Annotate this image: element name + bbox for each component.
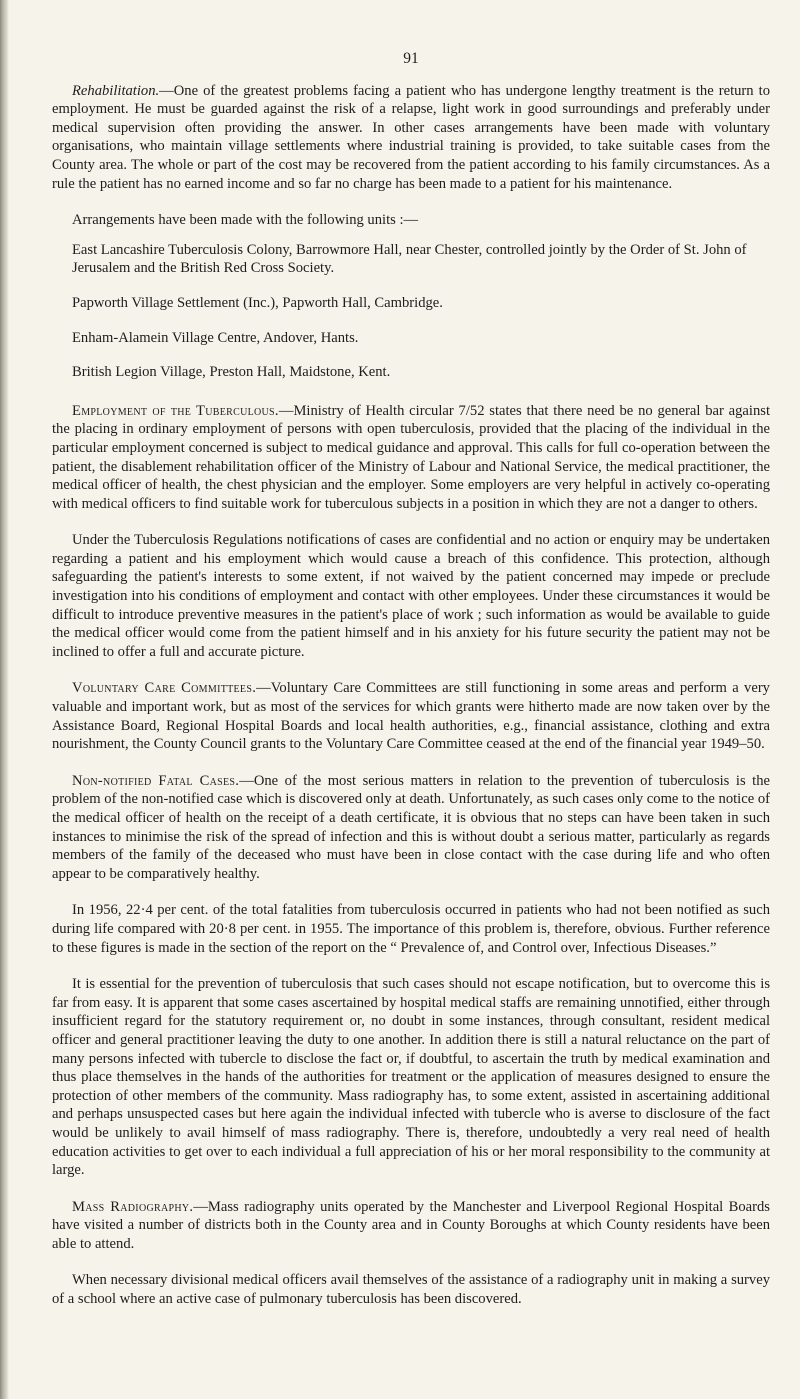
statistics-paragraph: In 1956, 22·4 per cent. of the total fatalities from tuberculosis occurred in patients who had not been notified as such during life compared with 20·8 per cent. in 1955. The importance of this problem is, therefore, obvious. Further reference to these figures is made in the section of the report on the “ Prevalence of, and Control over, Infectious Diseases.” xyxy=(52,902,770,956)
employment-body: —Ministry of Health circular 7/52 states that there need be no general bar against the placing in ordinary employment of persons with open tuberculosis, provided that the placing of the individual in the particular employment concerned is subject to medical guidance and approval. This calls for full co-operation between the patient, the disablement rehabilitation officer of the Ministry of Labour and National Service, the medical practitioner, the medical officer of health, the chest physician and the employer. Some employers are very helpful in actively co-operating with medical officers to find suitable work for tuberculous subjects in a position in which they are not a danger to others. xyxy=(52,402,770,512)
voluntary-body: —Voluntary Care Committees are still functioning in some areas and perform a very valuable and important work, but as most of the services for which grants were hitherto made are now taken over by the Assistance Board, Regional Hospital Boards and local health authorities, e.g., financial assistance, clothing and extra nourishment, the County Council grants to the Voluntary Care Committee ceased at the end of the financial year 1949–50. xyxy=(52,680,770,753)
page-binding-edge xyxy=(0,0,9,1399)
page-number: 91 xyxy=(403,50,419,67)
rehabilitation-body: —One of the greatest problems facing a patient who has undergone lengthy treatment is the return to employment. He must be guarded against the risk of a relapse, light work in good surroundings and preferably under medical supervision often providing the answer. In other cases arrangements have been made with voluntary organisations, who maintain village settlements where industrial training is provided, to take suitable cases from the County area. The whole or part of the cost may be recovered from the patient according to his family circumstances. As a rule the patient has no earned income and so far no charge has been made to a patient for his maintenance. xyxy=(52,82,770,192)
arrangements-intro: Arrangements have been made with the following units :— xyxy=(72,212,419,229)
unit-item: British Legion Village, Preston Hall, Maidstone, Kent. xyxy=(72,364,391,381)
rehabilitation-heading: Rehabilitation. xyxy=(72,82,160,99)
mass-radiography-paragraph xyxy=(52,1198,770,1254)
non-notified-heading: Non-notified Fatal Cases. xyxy=(72,772,240,789)
non-notified-body: —One of the most serious matters in relation to the prevention of tuberculosis is the problem of the non-notified case which is discovered only at death. Unfortunately, as such cases only come to the notice of the medical officer of health on the receipt of a death certificate, it is obvious that no steps can have been taken in such instances to minimise the risk of the spread of infection and this is without doubt a serious matter, particularly as regards members of the family of the deceased who must have been in close contact with the case during life and who often appear to be comparatively healthy. xyxy=(52,772,770,882)
voluntary-paragraph xyxy=(52,679,770,753)
divisional-paragraph: When necessary divisional medical officers avail themselves of the assistance of a radiography unit in making a survey of a school where an active case of pulmonary tuberculosis has been discovered. xyxy=(52,1272,770,1308)
voluntary-heading: Voluntary Care Committees. xyxy=(72,680,257,697)
document-page xyxy=(52,50,770,1327)
prevention-paragraph: It is essential for the prevention of tuberculosis that such cases should not escape notification, but to overcome this is far from easy. It is apparent that some cases ascertained by hospital medical staffs are remaining unnotified, either through insufficient regard for the statutory requirement or, no doubt in some instances, through consultant, resident medical officer and general practitioner leaving the duty to one another. In addition there is still a natural reluctance on the part of many persons infected with tubercle to disclose the fact or, if doubtful, to ascertain the truth by medical examination and thus place themselves in the hands of the authorities for treatment or the application of measures designed to ensure the protection of other members of the community. Mass radiography has, to some extent, assisted in ascertaining additional and perhaps unsuspected cases but here again the individual infected with tubercle who is averse to disclosure of the fact would be unlikely to avail himself of mass radiography. There is, therefore, undoubtedly a very real need of health education activities to get over to each individual a full appreciation of his or her moral responsibility to the community at large. xyxy=(52,976,770,1179)
unit-item: Papworth Village Settlement (Inc.), Papworth Hall, Cambridge. xyxy=(72,294,443,311)
regulations-paragraph: Under the Tuberculosis Regulations notifications of cases are confidential and no action or enquiry may be undertaken regarding a patient and his employment which would cause a breach of this confidence. This protection, although safeguarding the patient's interests to some extent, if not waived by the patient concerned may impede or preclude investigation into his conditions of employment and contact with other employees. Under these circumstances it would be difficult to introduce preventive measures in the patient's place of work ; such information as would be available to guide the medical officer would come from the patient himself and in his anxiety for his future security the patient may not be inclined to offer a full and accurate picture. xyxy=(52,532,770,660)
unit-item: Enham-Alamein Village Centre, Andover, Hants. xyxy=(72,329,359,346)
mass-radiography-body: —Mass radiography units operated by the Manchester and Liverpool Regional Hospital Boards have visited a number of districts both in the County area and in County Boroughs at which County residents have been able to attend. xyxy=(52,1198,770,1252)
units-list xyxy=(52,241,770,382)
employment-heading: Employment of the Tuberculous. xyxy=(72,402,279,419)
unit-item: East Lancashire Tuberculosis Colony, Barrowmore Hall, near Chester, controlled jointly by the Order of St. John of Jerusalem and the British Red Cross Society. xyxy=(72,241,747,277)
employment-paragraph xyxy=(52,402,770,514)
rehabilitation-paragraph xyxy=(52,82,770,194)
non-notified-paragraph xyxy=(52,772,770,884)
mass-radiography-heading: Mass Radiography. xyxy=(72,1198,194,1215)
